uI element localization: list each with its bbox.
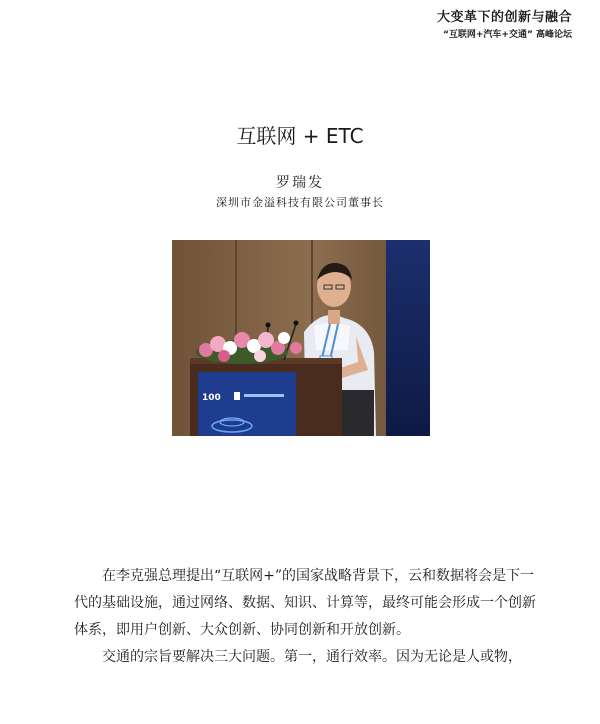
header-subtitle: “互联网+汽车+交通” 高峰论坛 bbox=[442, 30, 572, 40]
header-title: 大变革下的创新与融合 bbox=[436, 10, 572, 25]
article-author: 罗瑞发 bbox=[276, 175, 324, 191]
article-body bbox=[74, 563, 540, 671]
article-title: 互联网 + ETC bbox=[236, 124, 364, 148]
body-paragraph: 交通的宗旨要解决三大问题。第一，通行效率。因为无论是人或物， bbox=[102, 649, 522, 665]
page-header bbox=[437, 6, 572, 40]
author-affiliation: 深圳市金溢科技有限公司董事长 bbox=[216, 196, 384, 209]
podium-logo-text: 100 bbox=[202, 393, 221, 403]
speaker-photo-illustration bbox=[172, 240, 430, 436]
speaker-photo bbox=[172, 240, 430, 436]
body-paragraph: 在李克强总理提出“互联网+”的国家战略背景下，云和数据将会是下一代的基础设施，通过网络、数据、知识、计算等，最终可能会形成一个创新体系，即用户创新、大众创新、协同创新和开放创新。 bbox=[74, 568, 536, 638]
